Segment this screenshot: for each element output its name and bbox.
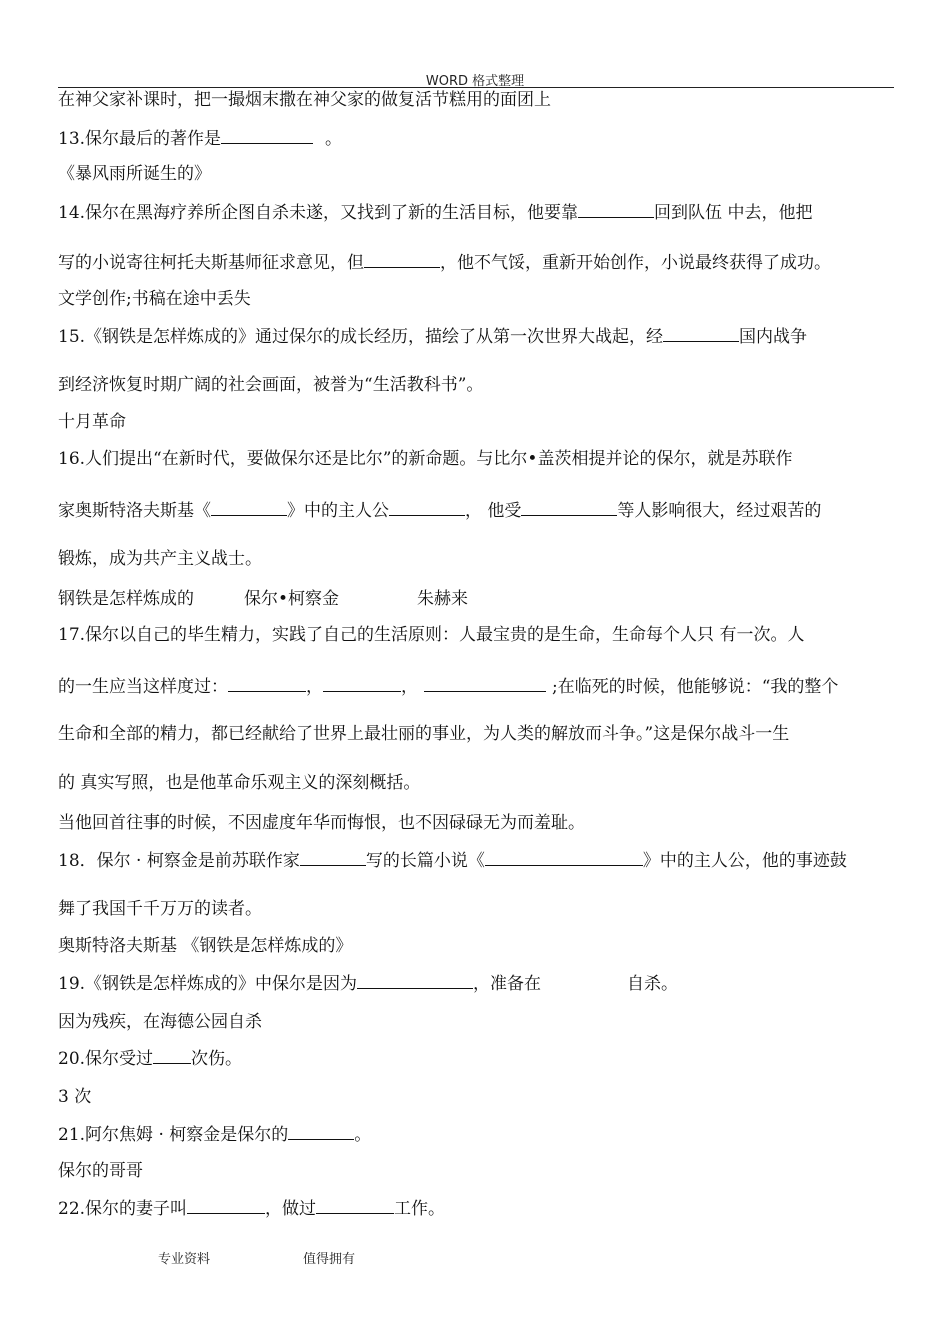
question-20 (58, 1046, 242, 1070)
answer-blank (663, 324, 739, 342)
answer-blank (316, 1196, 394, 1214)
question-16-cont: 锻炼，成为共产主义战士。 (58, 549, 262, 569)
answer-blank (187, 1196, 265, 1214)
question-15 (58, 324, 807, 348)
question-17: 17.保尔以自己的毕生精力，实践了自己的生活原则：人最宝贵的是生命，生命每个人只 有一次。人 (58, 625, 805, 645)
question-text: 》中的主人公，他的事迹鼓 (642, 851, 847, 871)
question-text: 14.保尔在黑海疗养所企图自杀未遂，又找到了新的生活目标，他要靠 (58, 203, 579, 223)
question-text: ;在临死的时候，他能够说：“我的整个 (552, 677, 839, 697)
answer-text: 保尔•柯察金 (244, 589, 340, 609)
answer-blank (323, 674, 401, 692)
answer-blank (221, 126, 313, 144)
question-16: 16.人们提出“在新时代，要做保尔还是比尔”的新命题。与比尔•盖茨相提并论的保尔，就是苏联作 (58, 449, 793, 469)
question-17-cont (58, 674, 838, 698)
answer-20: 3 次 (58, 1087, 92, 1107)
footer-right: 值得拥有 (303, 1252, 356, 1267)
question-text: 15.《钢铁是怎样炼成的》通过保尔的成长经历，描绘了从第一次世界大战起，经 (58, 327, 664, 347)
answer-blank (288, 1122, 354, 1140)
answer-blank (424, 674, 546, 692)
question-text: 18．保尔 · 柯察金是前苏联作家 (58, 851, 300, 871)
answer-14: 文学创作;书稿在途中丢失 (58, 289, 251, 309)
question-text: ，做过 (265, 1199, 317, 1219)
question-text: 等人影响很大，经过艰苦的 (617, 501, 822, 521)
question-text: 写的长篇小说《 (365, 851, 485, 871)
answer-13: 《暴风雨所诞生的》 (58, 164, 211, 184)
answer-21: 保尔的哥哥 (58, 1161, 143, 1181)
question-text: 。 (354, 1125, 372, 1145)
question-18-cont: 舞了我国千千万万的读者。 (58, 899, 262, 919)
question-text: 国内战争 (739, 327, 808, 347)
question-15-cont: 到经济恢复时期广阔的社会画面，被誉为“生活教科书”。 (58, 375, 484, 395)
answer-blank (578, 200, 654, 218)
question-17-cont: 生命和全部的精力，都已经献给了世界上最壮丽的事业，为人类的解放而斗争。”这是保尔战斗一生 (58, 724, 790, 744)
question-16-cont (58, 498, 821, 522)
answer-blank (228, 674, 306, 692)
question-14 (58, 200, 812, 224)
question-text: ，他不气馁，重新开始创作，小说最终获得了成功。 (440, 253, 831, 273)
question-text: ， (306, 677, 323, 697)
question-text: 自杀。 (627, 974, 679, 994)
page-header: WORD 格式整理 (425, 74, 525, 89)
answer-blank (357, 971, 473, 989)
footer-left: 专业资料 (158, 1252, 211, 1267)
answer-blank (300, 848, 366, 866)
answer-text: 朱赫来 (417, 589, 469, 609)
answer-blank (485, 848, 643, 866)
question-text: 21.阿尔焦姆 · 柯察金是保尔的 (58, 1125, 289, 1145)
question-text: 13.保尔最后的著作是 (58, 129, 222, 149)
question-text: 19.《钢铁是怎样炼成的》中保尔是因为 (58, 974, 358, 994)
answer-17: 当他回首往事的时候，不因虚度年华而悔恨，也不因碌碌无为而羞耻。 (58, 813, 585, 833)
answer-blank (364, 250, 440, 268)
answer-16 (58, 588, 468, 610)
header-rule (58, 87, 894, 88)
answer-blank (389, 498, 465, 516)
question-18 (58, 848, 847, 872)
question-text: ，准备在 (473, 974, 542, 994)
question-text: 回到队伍 中去，他把 (654, 203, 813, 223)
question-17-cont: 的 真实写照，也是他革命乐观主义的深刻概括。 (58, 773, 421, 793)
question-19 (58, 971, 678, 995)
question-text: 。 (325, 129, 343, 149)
answer-15: 十月革命 (58, 412, 126, 432)
answer-blank (153, 1046, 191, 1064)
question-text: 20.保尔受过 (58, 1049, 154, 1069)
answer-text: 钢铁是怎样炼成的 (58, 589, 194, 609)
question-text: ， 他受 (465, 501, 522, 521)
question-text: 的一生应当这样度过： (58, 677, 228, 697)
answer-19: 因为残疾，在海德公园自杀 (58, 1012, 262, 1032)
question-21 (58, 1122, 371, 1146)
question-text: 》中的主人公 (287, 501, 389, 521)
question-text: 家奥斯特洛夫斯基《 (58, 501, 211, 521)
answer-18: 奥斯特洛夫斯基 《钢铁是怎样炼成的》 (58, 936, 353, 956)
question-text: 写的小说寄往柯托夫斯基师征求意见，但 (58, 253, 364, 273)
question-text: ， (401, 677, 418, 697)
question-22 (58, 1196, 445, 1220)
question-text: 22.保尔的妻子叫 (58, 1199, 188, 1219)
question-14-cont (58, 250, 831, 274)
answer-blank (521, 498, 617, 516)
question-text: 工作。 (394, 1199, 446, 1219)
answer-blank (211, 498, 287, 516)
question-13 (58, 126, 342, 150)
text-line: 在神父家补课时，把一撮烟末撒在神父家的做复活节糕用的面团上 (58, 90, 551, 110)
question-text: 次伤。 (191, 1049, 243, 1069)
